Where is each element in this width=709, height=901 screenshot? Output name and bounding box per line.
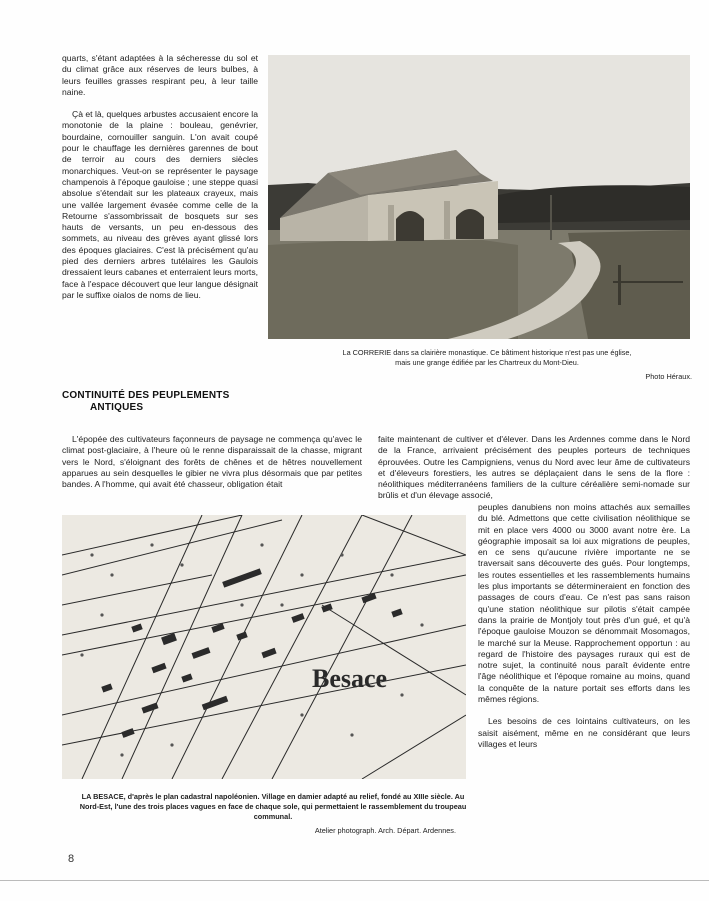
map-village-label: Besace [312,664,388,693]
map-caption-rest: , d'après le plan cadastral napoléonien. Village en damier adapté au relief, fondé au XIIIe siècle. Au Nord-Est, l'une des trois places vagues en face de chaque sole, qui permettaient le rassemblement du troupeau communal. [79,792,467,821]
map-caption-bold: LA BESACE [81,792,124,801]
paragraph-peuples: peuples danubiens non moins attachés aux semailles du blé. Admettons que cette civilisation néolithique se mit en place vers 4000 ou 3000 avant notre ère. La géographie imposait sa loi aux migrations de peuples, en ce sens qu'aucune rivière importante ne se traversait sans découverte des gués. Pour longtemps, les routes essentielles et les rassemblements humains les plus importants se détermineraient en fonction des passages de cours d'eau. Ce n'est pas sans raison qu'une station néolithique sur pilotis s'était campée dans la prairie de Montjoly tout près d'un gué, et qu'à l'époque gauloise Mouzon se dénommait Mosomagos, le marché sur la Meuse. Rapprochement opportun : au regard de l'histoire des paysages ruraux qui est de notre sujet, la continuité nous paraît évidente entre l'âge néolithique et l'époque romaine au moins, quand la conquête de la nature portait ses efforts dans les mêmes régions. [478,502,690,705]
map-caption [78,792,468,822]
body-column-right [478,502,690,761]
paragraph-faite: faite maintenant de cultiver et d'élever. Dans les Ardennes comme dans le Nord de la France, arrivaient précisément des peuples porteurs de techniques éprouvées. Outre les Campigniens, venus du Nord avec leur âme de cultivateurs et d'éleveurs forestiers, les autres se déplaçaient dans le sens de la flore : néolithiques méditerranéens familiers de la culture céréalière semi-nomade sur brûlis et d'un élevage associé, [378,434,690,501]
left-column-text [62,53,258,312]
paragraph-quarts: quarts, s'étant adaptées à la sécheresse du sol et du climat grâce aux réserves de leurs bulbes, à leurs feuilles grasses respirant peu, à leur taille naine. [62,53,258,97]
village-plan [62,515,466,779]
paragraph-epopee: L'épopée des cultivateurs façonneurs de paysage ne commença qu'avec le climat post-glaciaire, à l'heure où le renne disparaissait de la chasse, migrant vers le Nord, s'éloignant des forêts de chênes et de hêtres nouvellement apparues au sein desquelles le gibier ne vivra plus désormais que par petites bandes. A l'homme, qui avait été chasseur, obligation était [62,434,362,490]
photo-caption-line1: La CORRERIE dans sa clairière monastique. Ce bâtiment historique n'est pas une église, [342,348,632,357]
map-credit: Atelier photograph. Arch. Départ. Ardennes. [314,826,456,835]
section-heading [62,390,262,414]
photo-caption-line2: mais une grange édifiée par les Chartreux du Mont-Dieu. [395,358,579,367]
page-edge-rule [0,880,709,881]
page-number: 8 [68,853,75,865]
paragraph-besoins: Les besoins de ces lointains cultivateurs, on les saisit aisément, même en ne considérant que leurs villages et leurs [478,716,690,749]
correrie-photo [268,55,690,339]
photo-caption [302,348,672,368]
barn-illustration [268,55,690,339]
besace-cadastral-map [62,515,466,779]
section-heading-line2: ANTIQUES [90,402,144,413]
section-heading-line1: CONTINUITÉ DES PEUPLEMENTS [62,390,230,401]
body-column-1 [62,434,362,501]
photo-credit: Photo Héraux. [645,372,692,381]
body-column-2 [378,434,690,513]
paragraph-arbustes: Çà et là, quelques arbustes accusaient encore la monotonie de la plaine : bouleau, genévrier, bourdaine, cornouiller sanguin. L'on avait coupé pour le chauffage les dernières garennes de bout de terroir au cours des derniers siècles monarchiques. Veut-on se représenter le paysage champenois à l'époque gauloise ; une steppe quasi absolue s'étendait sur les plateaux crayeux, mais une vallée largement évasée comme celle de la Retourne s'assombrissait de bosquets sur ses hauts de versants, un peu en-dessous des sommets, au niveau des grèves ayant glissé lors des époques glaciaires. C'est là précisément qu'au pied des derniers arbres tutélaires les Gaulois dressaient leurs cabanes et enterraient leurs morts, face à l'espace découvert que leur langue désignait par le suffixe oialos de noms de lieu. [62,109,258,300]
